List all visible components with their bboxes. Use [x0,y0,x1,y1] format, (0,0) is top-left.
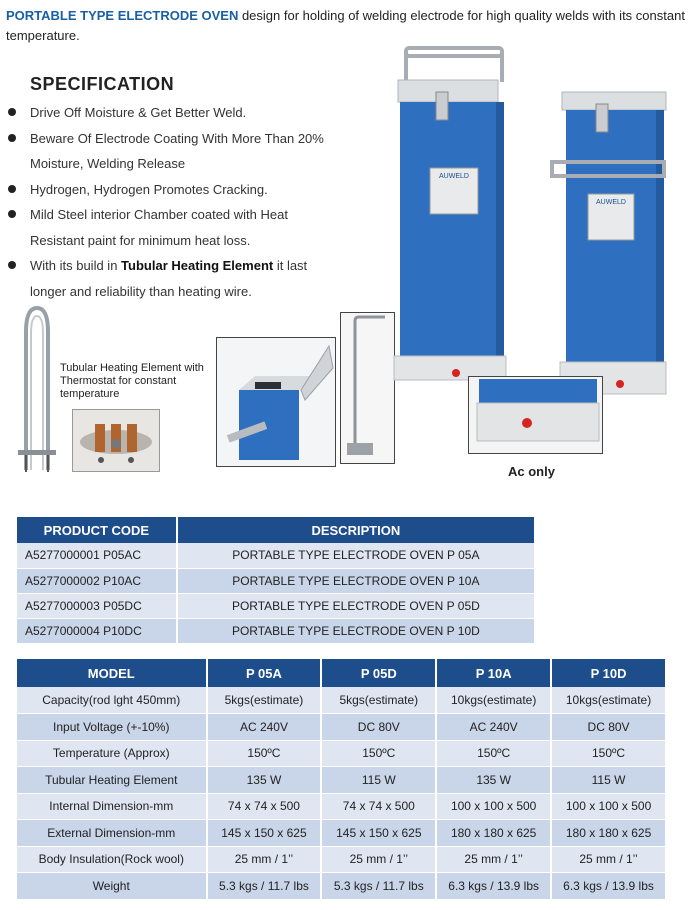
intro-brand: PORTABLE TYPE ELECTRODE OVEN [6,8,239,23]
large-ovens-image [390,44,670,404]
column-header: P 10D [551,659,666,687]
spec-item: Mild Steel interior Chamber coated with Heat Resistant paint for minimum heat loss. [8,202,338,253]
oven-stand-image [340,312,395,464]
table-row: Body Insulation(Rock wool) 25 mm / 1’’ 25 mm / 1’’ 25 mm / 1’’ 25 mm / 1’’ [17,846,666,873]
bullet-icon [8,134,16,142]
table-row: Internal Dimension-mm 74 x 74 x 500 74 x 74 x 500 100 x 100 x 500 100 x 100 x 500 [17,793,666,820]
spec-item: Drive Off Moisture & Get Better Weld. [8,100,338,126]
small-oven-image [216,337,336,467]
thermostat-image [72,409,160,472]
heating-element-caption: Tubular Heating Element with Thermostat for constant temperature [60,362,204,400]
specification-title: SPECIFICATION [30,74,175,94]
oven-label-right: AUWELD [596,199,626,206]
table-row: A5277000001 P05AC PORTABLE TYPE ELECTRODE OVEN P 05A [17,543,535,568]
table-row: A5277000002 P10AC PORTABLE TYPE ELECTRODE OVEN P 10A [17,568,535,593]
bullet-icon [8,108,16,116]
intro-paragraph [6,6,696,46]
column-header: P 05D [321,659,436,687]
oven-label-left: AUWELD [439,173,469,180]
specification-list [8,100,338,304]
ac-switch-detail-image [468,376,603,454]
table-row: Input Voltage (+-10%) AC 240V DC 80V AC 240V DC 80V [17,714,666,741]
table-row: Capacity(rod lght 450mm) 5kgs(estimate) 5kgs(estimate) 10kgs(estimate) 10kgs(estimate) [17,687,666,714]
spec-item: Hydrogen, Hydrogen Promotes Cracking. [8,177,338,203]
table-row: Weight 5.3 kgs / 11.7 lbs 5.3 kgs / 11.7 lbs 6.3 kgs / 13.9 lbs 6.3 kgs / 13.9 lbs [17,873,666,900]
table-row: A5277000004 P10DC PORTABLE TYPE ELECTRODE OVEN P 10D [17,618,535,643]
table-row: Tubular Heating Element 135 W 115 W 135 W 115 W [17,767,666,794]
product-code-table [17,517,536,644]
column-header: PRODUCT CODE [17,517,177,543]
table-header-row [17,659,666,687]
intro-text: design for holding of welding electrode for high quality welds with its constant temperature. [6,8,685,43]
bullet-icon [8,185,16,193]
spec-item: With its build in Tubular Heating Element it last longer and reliability than heating wire. [8,253,338,304]
column-header: P 05A [207,659,322,687]
heating-element-image [14,302,60,474]
column-header: MODEL [17,659,207,687]
column-header: P 10A [436,659,551,687]
table-row: Temperature (Approx) 150ºC 150ºC 150ºC 150ºC [17,740,666,767]
bullet-icon [8,210,16,218]
table-row: A5277000003 P05DC PORTABLE TYPE ELECTRODE OVEN P 05D [17,593,535,618]
model-specs-table [17,659,667,900]
column-header: DESCRIPTION [177,517,535,543]
table-header-row [17,517,535,543]
bullet-icon [8,261,16,269]
ac-only-caption: Ac only [508,464,555,479]
table-row: External Dimension-mm 145 x 150 x 625 145 x 150 x 625 180 x 180 x 625 180 x 180 x 625 [17,820,666,847]
spec-item: Beware Of Electrode Coating With More Than 20% Moisture, Welding Release [8,126,338,177]
